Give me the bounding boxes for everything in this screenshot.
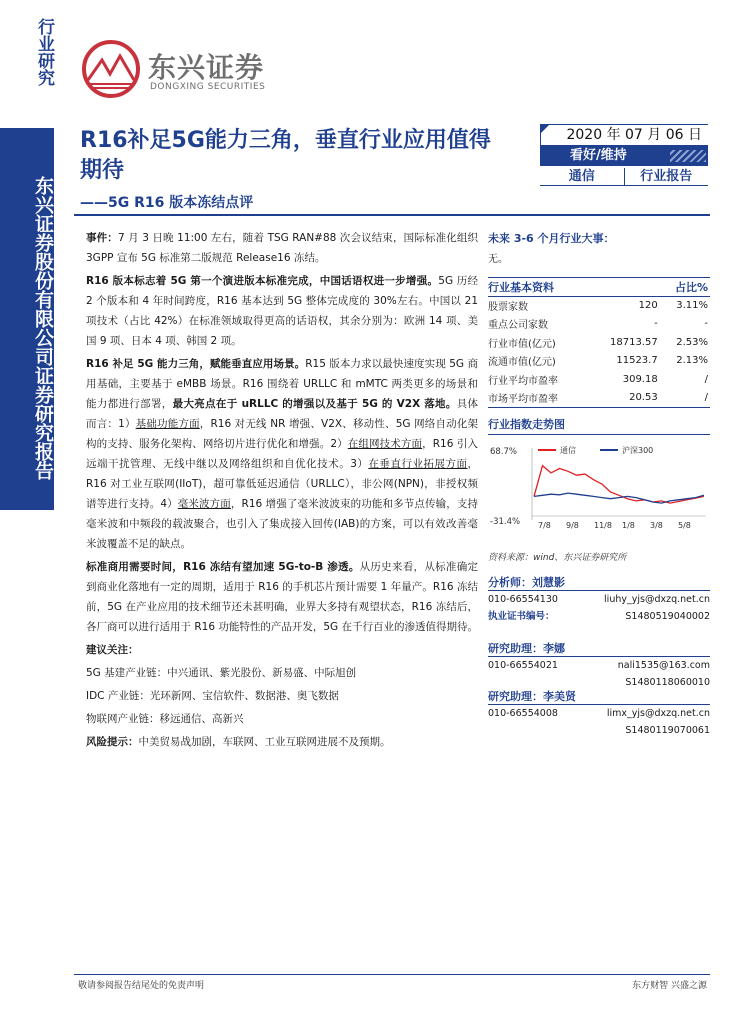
x-tick-label: 11/8 — [594, 521, 612, 530]
report-date: 2020 年 07 月 06 日 — [540, 124, 708, 146]
row-label: 市场平均市盈率 — [488, 394, 558, 405]
logo-mark-icon — [80, 40, 142, 98]
text-risk: 中美贸易战加剧，车联网、工业互联网进展不及预期。 — [138, 736, 391, 748]
text-cap-i: ，R16 对工业互联网(IIoT)，超可靠低延迟通信（URLLC），非公网(NPN)，非授权频谱等进行支持。4） — [86, 458, 479, 510]
paragraph-event — [86, 228, 478, 268]
disclaimer-note: 敬请参阅报告结尾处的免责声明 — [78, 981, 205, 991]
tag-industry: 通信 — [540, 168, 625, 185]
row-label: 行业平均市盈率 — [488, 375, 558, 387]
row-pct: / — [704, 392, 708, 403]
paragraph-risk — [86, 732, 478, 752]
x-tick-label: 9/8 — [566, 521, 579, 530]
analyst-phone: 010-66554130 — [488, 594, 558, 605]
sidebar-company-label: 东兴证券股份有限公司证券研究报告 — [32, 176, 54, 480]
table-header-row — [488, 278, 710, 297]
text-event: 7 月 3 日晚 11:00 左右，随着 TSG RAN#88 次会议结束，国际标准化组织 3GPP 宣布 5G 标准第二版规范 Release16 冻结。 — [86, 232, 479, 264]
table-row — [488, 333, 710, 352]
row-pct: 2.53% — [676, 336, 708, 348]
tag-type: 行业报告 — [640, 169, 693, 184]
table-head-pct: 占比% — [674, 280, 708, 294]
text-cap-e: ，R16 对无线 NR 增强、V2X、移动性、5G 网络自动化架构的支持、服务化架构、网络切片进行优化和增强。2） — [86, 418, 479, 450]
logo-cn: 东兴证券 — [148, 51, 265, 84]
logo-en: DONGXING SECURITIES — [150, 82, 266, 92]
row-pct: - — [704, 318, 708, 330]
text-cap-g: ，R16 引入远端干扰管理、无线中继以及网络组织和自优化技术。3） — [86, 438, 479, 470]
analyst-email: nali1535@163.com — [617, 660, 710, 671]
paragraph-5g-chain: 5G 基建产业链：中兴通讯、紫光股份、新易盛、中际旭创 — [86, 667, 357, 679]
paragraph-capability — [86, 354, 478, 554]
sidebar-category-label: 行业研究 — [34, 18, 54, 86]
analyst-cert: S1480519040002 — [625, 611, 710, 622]
report-subtitle: ——5G R16 版本冻结点评 — [80, 195, 254, 211]
basic-data-table — [488, 277, 710, 408]
chart-source: 资料来源：wind、东兴证券研究所 — [488, 553, 627, 563]
company-logo — [80, 40, 280, 100]
analyst-contact-row — [488, 590, 710, 608]
row-value: 20.53 — [629, 392, 658, 403]
paragraph-r16-milestone — [86, 271, 478, 351]
analyst-phone: 010-66554008 — [488, 708, 558, 719]
analyst-role: 研究助理：李美贤 — [488, 690, 576, 703]
lead-event: 事件： — [86, 232, 118, 244]
x-tick-label: 5/8 — [678, 521, 691, 530]
footer-slogan: 东方财智 兴盛之源 — [632, 981, 707, 991]
analyst-block-1 — [488, 574, 710, 625]
rating-label: 看好/维持 — [570, 148, 627, 163]
analyst-cert-row — [488, 608, 710, 625]
analyst-role: 研究助理：李娜 — [488, 642, 565, 655]
table-row — [488, 296, 710, 315]
row-label: 重点公司家数 — [488, 320, 548, 332]
header-divider — [74, 214, 710, 216]
lead-suggest: 建议关注： — [86, 644, 139, 656]
paragraph-commercial — [86, 557, 478, 637]
y-max-label: 68.7% — [490, 447, 518, 457]
legend-label-hs300: 沪深300 — [622, 446, 654, 455]
analyst-email: liuhy_yjs@dxzq.net.cn — [604, 594, 710, 605]
paragraph-iot-chain: 物联网产业链：移远通信、高新兴 — [86, 713, 244, 725]
analyst-cert: S1480119070061 — [625, 725, 710, 736]
analyst-cert-row — [488, 722, 710, 739]
row-label: 股票家数 — [488, 302, 528, 313]
report-tags — [540, 168, 708, 186]
text-cap-a: R15 版本力求以最快速度实现 5G 商用基础，主要基于 eMBB 场景。R16 围绕着 URLLC 和 mMTC 两类更多的场景和能力都进行部署， — [86, 358, 478, 410]
x-tick-label: 3/8 — [650, 521, 663, 530]
table-row — [488, 352, 710, 371]
footer-divider — [74, 974, 710, 975]
paragraph-suggest — [86, 640, 478, 660]
lead-commercial: 标准商用需要时间，R16 冻结有望加速 5G-to-B 渗透。 — [86, 561, 360, 573]
chart-title: 行业指数走势图 — [488, 416, 710, 435]
row-label: 行业市值(亿元) — [488, 338, 556, 350]
table-head-label: 行业基本资料 — [488, 280, 554, 294]
y-min-label: -31.4% — [490, 517, 521, 527]
text-cap-d: 基础功能方面 — [135, 418, 200, 430]
table-row — [488, 315, 710, 334]
text-cap-b: 最大亮点在于 uRLLC 的增强以及基于 5G 的 V2X 落地。 — [172, 398, 457, 410]
index-chart — [488, 428, 710, 588]
analyst-role: 分析师：刘慧影 — [488, 576, 565, 589]
row-value: 11523.7 — [616, 355, 658, 367]
cert-label: 执业证书编号： — [488, 611, 555, 622]
report-title: R16补足5G能力三角，垂直行业应用值得期待 — [80, 128, 491, 183]
row-label: 流通市值(亿元) — [488, 357, 556, 369]
text-cap-f: 在组网技术方面 — [347, 438, 423, 450]
sidebar-company — [0, 128, 54, 510]
x-tick-label: 7/8 — [538, 521, 551, 530]
table-row — [488, 370, 710, 389]
analyst-block-3 — [488, 688, 710, 739]
corner-triangle-icon — [540, 124, 550, 134]
row-value: 120 — [638, 300, 658, 311]
chart-legend — [538, 445, 653, 455]
analyst-cert: S1480118060010 — [625, 677, 710, 688]
analyst-block-2 — [488, 640, 710, 691]
text-commercial: 从历史来看，从标准确定到商业化落地有一定的周期，适用于 R16 的手机芯片预计需要 1 年量产。R16 冻结前，5G 在产业应用的技术细节还未甚明确，业界大多持有观望状态，R16 冻结后，各厂商可以进行适用于 R16 功能特性的产品开发，5G 在千行百业的渗透值得期待。 — [86, 561, 478, 633]
row-pct: 2.13% — [676, 355, 708, 367]
row-value: - — [654, 318, 658, 330]
analyst-phone: 010-66554021 — [488, 660, 558, 671]
report-body — [86, 228, 478, 755]
events-head: 未来 3-6 个月行业大事： — [488, 232, 615, 245]
lead-capability: R16 补足 5G 能力三角，赋能垂直应用场景。 — [86, 358, 306, 370]
text-cap-j: 毫米波方面 — [177, 498, 231, 510]
row-value: 309.18 — [622, 373, 658, 385]
row-pct: 3.11% — [676, 300, 708, 311]
analyst-email: limx_yjs@dxzq.net.cn — [606, 708, 710, 719]
x-tick-label: 1/8 — [622, 521, 635, 530]
right-column — [488, 228, 710, 435]
text-milestone: 5G 历经 2 个版本和 4 年时间跨度，R16 基本达到 5G 整体完成度的 30%左右。中国以 21 项技术（占比 42%）在标准领域取得更高的话语权，其余分别为：欧洲 14 项、美国 9 项、日本 4 项、韩国 2 项。 — [86, 275, 478, 347]
sidebar-category — [0, 0, 54, 128]
row-value: 18713.57 — [610, 336, 658, 348]
text-cap-c: 具体而言：1） — [86, 398, 478, 430]
events-value: 无。 — [488, 254, 508, 265]
stripe-decoration — [670, 150, 706, 162]
text-cap-k: ，R16 增强了毫米波波束的功能和多节点传输，支持毫米波和中频段的载波聚合，也引入了集成接入回传(IAB)的方案，可以有效改善毫米波覆盖不足的缺点。 — [86, 498, 479, 550]
analyst-contact-row — [488, 704, 710, 722]
legend-label-tongxin: 通信 — [560, 446, 576, 455]
paragraph-idc-chain: IDC 产业链：光环新网、宝信软件、数据港、奥飞数据 — [86, 690, 339, 702]
table-row — [488, 389, 710, 408]
lead-risk: 风险提示： — [86, 736, 139, 748]
text-cap-h: 在垂直行业拓展方面 — [368, 458, 468, 470]
row-pct: / — [704, 373, 708, 385]
analyst-contact-row — [488, 656, 710, 674]
lead-milestone: R16 版本标志着 5G 第一个演进版本标准完成，中国话语权进一步增强。 — [86, 275, 439, 287]
